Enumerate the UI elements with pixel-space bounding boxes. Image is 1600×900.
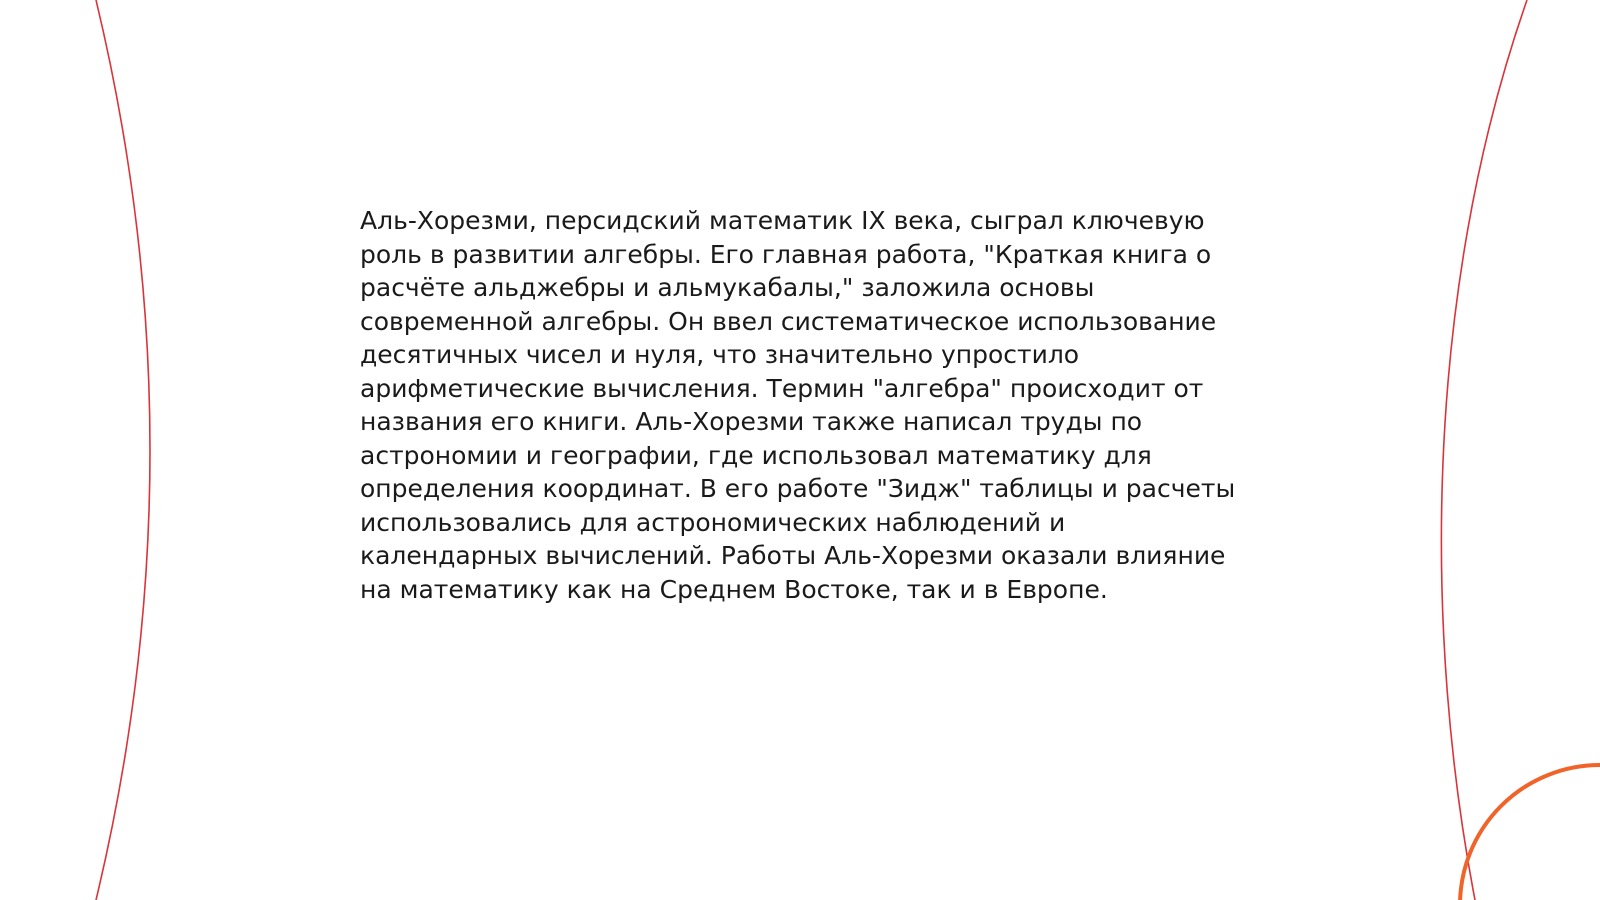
left-curve xyxy=(96,0,150,900)
corner-arc xyxy=(1460,765,1600,900)
right-curve xyxy=(1441,0,1527,900)
body-text: Аль-Хорезми, персидский математик IX века, сыграл ключевую роль в развитии алгебры. Его главная работа, "Краткая книга о расчёте альджебры и альмукабалы," заложила основы современной алгебры. Он ввел систематическое использование десятичных чисел и нуля, что значительно упростило арифметические вычисления. Термин "алгебра" происходит от названия его книги. Аль-Хорезми также написал труды по астрономии и географии, где использовал математику для определения координат. В его работе "Зидж" таблицы и расчеты использовались для астрономических наблюдений и календарных вычислений. Работы Аль-Хорезми оказали влияние на математику как на Среднем Востоке, так и в Европе. xyxy=(360,206,1236,604)
